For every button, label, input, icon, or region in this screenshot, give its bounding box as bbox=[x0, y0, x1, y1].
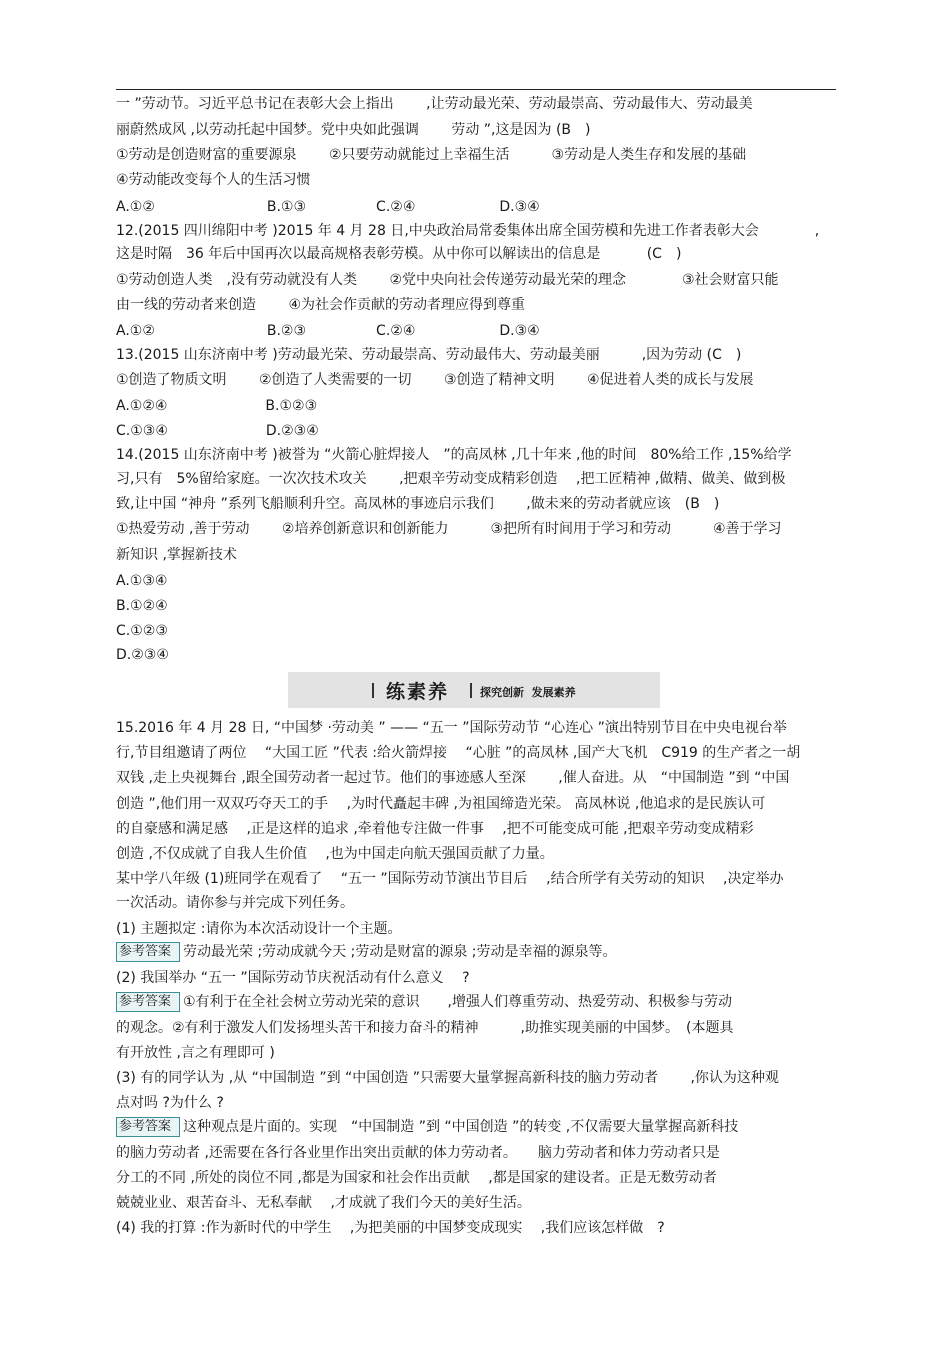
text-line: 13.(2015 山东济南中考 )劳动最光荣、劳动最崇高、劳动最伟大、劳动最美丽 ,因为劳动 (C ) bbox=[116, 347, 742, 363]
answer-2: ①有利于在全社会树立劳动光荣的意识 ,增强人们尊重劳动、热爱劳动、积极参与劳动 bbox=[183, 994, 732, 1010]
reference-answer-label: 参考答案 bbox=[116, 992, 180, 1012]
text-line: 14.(2015 山东济南中考 )被誉为 “火箭心脏焊接人 ”的高凤林 ,几十年来 ,他的时间 80%给工作 ,15%给学 bbox=[116, 447, 792, 463]
top-rule bbox=[116, 89, 836, 90]
text-line: ①创造了物质文明 ②创造了人类需要的一切 ③创造了精神文明 ④促进着人类的成长与发展 bbox=[116, 372, 754, 388]
text-line: 双钱 ,走上央视舞台 ,跟全国劳动者一起过节。他们的事迹感人至深 ,催人奋进。从 “中国制造 ”到 “中国 bbox=[116, 770, 790, 786]
text-line: 15.2016 年 4 月 28 日, “中国梦 ·劳动美 ” —— “五一 ”国际劳动节 “心连心 ”演出特别节目在中央电视台举 bbox=[116, 720, 787, 736]
text-line: 致,让中国 “神舟 ”系列飞船顺利升空。高凤林的事迹启示我们 ,做未来的劳动者就应该 (B ) bbox=[116, 496, 720, 512]
text-line: (4) 我的打算 :作为新时代的中学生 ,为把美丽的中国梦变成现实 ,我们应该怎样做 ? bbox=[116, 1220, 665, 1236]
reference-answer-label: 参考答案 bbox=[116, 1117, 180, 1137]
text-line: 新知识 ,掌握新技术 bbox=[116, 547, 237, 563]
text-line: 一次活动。请你参与并完成下列任务。 bbox=[116, 895, 354, 911]
text-line: 一 ”劳动节。习近平总书记在表彰大会上指出 ,让劳动最光荣、劳动最崇高、劳动最伟大、劳动最美 bbox=[116, 96, 753, 112]
text-line: 习,只有 5%留给家庭。一次次技术攻关 ,把艰辛劳动变成精彩创造 ,把工匠精神 ,做精、做美、做到极 bbox=[116, 471, 786, 487]
banner-bar-right bbox=[470, 683, 472, 698]
text-line: 行,节目组邀请了两位 “大国工匠 ”代表 :给火箭焊接 “心脏 ”的高凤林 ,国产大飞机 C919 的生产者之一胡 bbox=[116, 745, 801, 761]
text-line: 有开放性 ,言之有理即可 ) bbox=[116, 1045, 275, 1061]
text-line: 创造 ”,他们用一双双巧夺天工的手 ,为时代矗起丰碑 ,为祖国缔造光荣。 高凤林说 ,他追求的是民族认可 bbox=[116, 796, 766, 812]
text-line: B.①②④ bbox=[116, 598, 168, 614]
text-line: 由一线的劳动者来创造 ④为社会作贡献的劳动者理应得到尊重 bbox=[116, 297, 525, 313]
section-banner bbox=[288, 672, 660, 708]
text-line: 创造 ,不仅成就了自我人生价值 ,也为中国走向航天强国贡献了力量。 bbox=[116, 846, 554, 862]
text-line: 点对吗 ?为什么 ? bbox=[116, 1095, 224, 1111]
text-line: 12.(2015 四川绵阳中考 )2015 年 4 月 28 日,中央政治局常委集体出席全国劳模和先进工作者表彰大会 , bbox=[116, 223, 820, 239]
text-line: A.①②④ B.①②③ bbox=[116, 398, 318, 414]
banner-title: 练素养 bbox=[386, 681, 450, 703]
text-line: ①劳动创造人类 ,没有劳动就没有人类 ②党中央向社会传递劳动最光荣的理念 ③社会财富只能 bbox=[116, 272, 779, 288]
text-line: 丽蔚然成风 ,以劳动托起中国梦。党中央如此强调 劳动 ”,这是因为 (B ) bbox=[116, 122, 591, 138]
answer-3: 这种观点是片面的。实现 “中国制造 ”到 “中国创造 ”的转变 ,不仅需要大量掌握高新科技 bbox=[183, 1119, 739, 1135]
text-line: (3) 有的同学认为 ,从 “中国制造 ”到 “中国创造 ”只需要大量掌握高新科技的脑力劳动者 ,你认为这种观 bbox=[116, 1070, 779, 1086]
text-line: C.①③④ D.②③④ bbox=[116, 423, 319, 439]
text-line: (2) 我国举办 “五一 ”国际劳动节庆祝活动有什么意义 ? bbox=[116, 970, 470, 986]
text-line: 的观念。②有利于激发人们发扬埋头苦干和接力奋斗的精神 ,助推实现美丽的中国梦。 (本题具 bbox=[116, 1020, 734, 1036]
text-line: A.①③④ bbox=[116, 573, 168, 589]
text-line: ①热爱劳动 ,善于劳动 ②培养创新意识和创新能力 ③把所有时间用于学习和劳动 ④善于学习 bbox=[116, 521, 782, 537]
answer-1: 劳动最光荣 ;劳动成就今天 ;劳动是财富的源泉 ;劳动是幸福的源泉等。 bbox=[183, 944, 617, 960]
text-line: 某中学八年级 (1)班同学在观看了 “五一 ”国际劳动节演出节目后 ,结合所学有关劳动的知识 ,决定举办 bbox=[116, 871, 784, 887]
text-line: A.①② B.②③ C.②④ D.③④ bbox=[116, 323, 540, 339]
text-line: D.②③④ bbox=[116, 647, 169, 663]
text-line: 兢兢业业、艰苦奋斗、无私奉献 ,才成就了我们今天的美好生活。 bbox=[116, 1195, 531, 1211]
text-line: 的脑力劳动者 ,还需要在各行各业里作出突出贡献的体力劳动者。 脑力劳动者和体力劳动者只是 bbox=[116, 1145, 720, 1161]
banner-bar-left bbox=[372, 683, 374, 698]
text-line: ①劳动是创造财富的重要源泉 ②只要劳动就能过上幸福生活 ③劳动是人类生存和发展的基础 bbox=[116, 147, 747, 163]
reference-answer-label: 参考答案 bbox=[116, 942, 180, 962]
banner-subtitle: 探究创新 发展素养 bbox=[480, 686, 576, 699]
text-line: 的自豪感和满足感 ,正是这样的追求 ,牵着他专注做一件事 ,把不可能变成可能 ,把艰辛劳动变成精彩 bbox=[116, 821, 754, 837]
text-line: (1) 主题拟定 :请你为本次活动设计一个主题。 bbox=[116, 921, 402, 937]
text-line: C.①②③ bbox=[116, 623, 168, 639]
text-line: 这是时隔 36 年后中国再次以最高规格表彰劳模。从中你可以解读出的信息是 (C ) bbox=[116, 246, 682, 262]
text-line: ④劳动能改变每个人的生活习惯 bbox=[116, 172, 311, 188]
text-line: A.①② B.①③ C.②④ D.③④ bbox=[116, 199, 540, 215]
text-line: 分工的不同 ,所处的岗位不同 ,都是为国家和社会作出贡献 ,都是国家的建设者。正是无数劳动者 bbox=[116, 1170, 717, 1186]
